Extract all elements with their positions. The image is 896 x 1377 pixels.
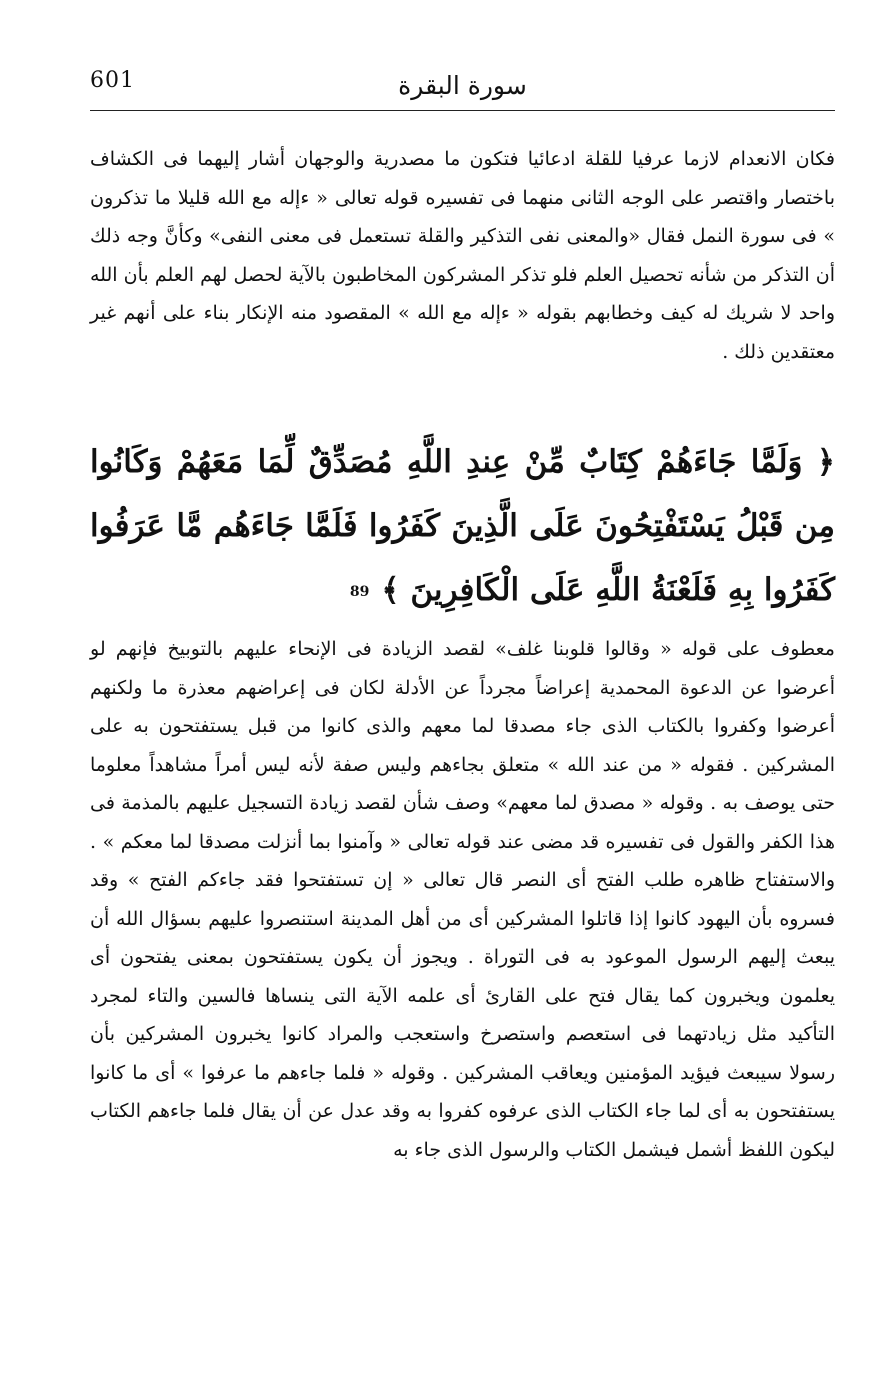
page-header (90, 60, 835, 110)
surah-title: سورة البقرة (398, 70, 527, 100)
verse-text: ﴿ وَلَمَّا جَاءَهُمْ كِتَابٌ مِّنْ عِندِ اللَّهِ مُصَدِّقٌ لِّمَا مَعَهُمْ وَكَانُوا مِن قَبْلُ يَسْتَفْتِحُونَ عَلَى الَّذِينَ كَفَرُوا فَلَمَّا جَاءَهُم مَّا عَرَفُوا كَفَرُوا بِهِ فَلَعْنَةُ اللَّهِ عَلَى الْكَافِرِينَ ﴾ (90, 444, 835, 608)
commentary-paragraph-top: فكان الانعدام لازما عرفيا للقلة ادعائيا فتكون ما مصدرية والوجهان أشار إليهما فى الكشاف باختصار واقتصر على الوجه الثانى منهما فى تفسيره قوله تعالى « ءإله مع الله قليلا ما تذكرون » فى سورة النمل فقال «والمعنى نفى التذكير والقلة تستعمل فى معنى النفى» وكأنَّ وجه ذلك أن التذكر من شأنه تحصيل العلم فلو تذكر المشركون المخاطبون بالآية لحصل لهم العلم بأن الله واحد لا شريك له كيف وخطابهم بقوله « ءإله مع الله » المقصود منه الإنكار بناء على أنهم غير معتقدين ذلك . (90, 148, 835, 363)
page-number: 601 (90, 68, 135, 93)
verse-number: 89 (349, 583, 370, 600)
commentary-paragraph-bottom: معطوف على قوله « وقالوا قلوبنا غلف» لقصد الزيادة فى الإنحاء عليهم بالتوبيخ فإنهم لو أعرضوا عن الدعوة المحمدية إعراضاً مجرداً عن الأدلة لكان فى إعراضهم معذرة ما ولكنهم أعرضوا وكفروا بالكتاب الذى جاء مصدقا لما معهم والذى كانوا من قبل يستفتحون به على المشركين . فقوله « من عند الله » متعلق بجاءهم وليس صفة لأنه ليس أمراً مشاهداً معلوما حتى يوصف به . وقوله « مصدق لما معهم» وصف شأن لقصد زيادة التسجيل عليهم بالمذمة فى هذا الكفر والقول فى تفسيره قد مضى عند قوله تعالى « وآمنوا بما أنزلت مصدقا لما معكم » . والاستفتاح ظاهره طلب الفتح أى النصر قال تعالى « إن تستفتحوا فقد جاءكم الفتح » وقد فسروه بأن اليهود كانوا إذا قاتلوا المشركين أى من أهل المدينة استنصروا عليهم بسؤال الله أن يبعث إليهم الرسول الموعود به فى التوراة . ويجوز أن يكون يستفتحون بمعنى يفتحون أى يعلمون ويخبرون كما يقال فتح على القارئ أى علمه الآية التى ينساها فالسين والتاء لمجرد التأكيد مثل زيادتهما فى استعصم واستصرخ واستعجب والمراد كانوا يخبرون المشركين بأن رسولا سيبعث فيؤيد المؤمنين ويعاقب المشركين . وقوله « فلما جاءهم ما عرفوا » أى ما كانوا يستفتحون به أى لما جاء الكتاب الذى عرفوه كفروا به وقد عدل عن أن يقال فلما جاءهم الكتاب ليكون اللفظ أشمل فيشمل الكتاب والرسول الذى جاء به (90, 638, 835, 1161)
quran-verse (90, 430, 835, 624)
header-rule (90, 110, 835, 111)
